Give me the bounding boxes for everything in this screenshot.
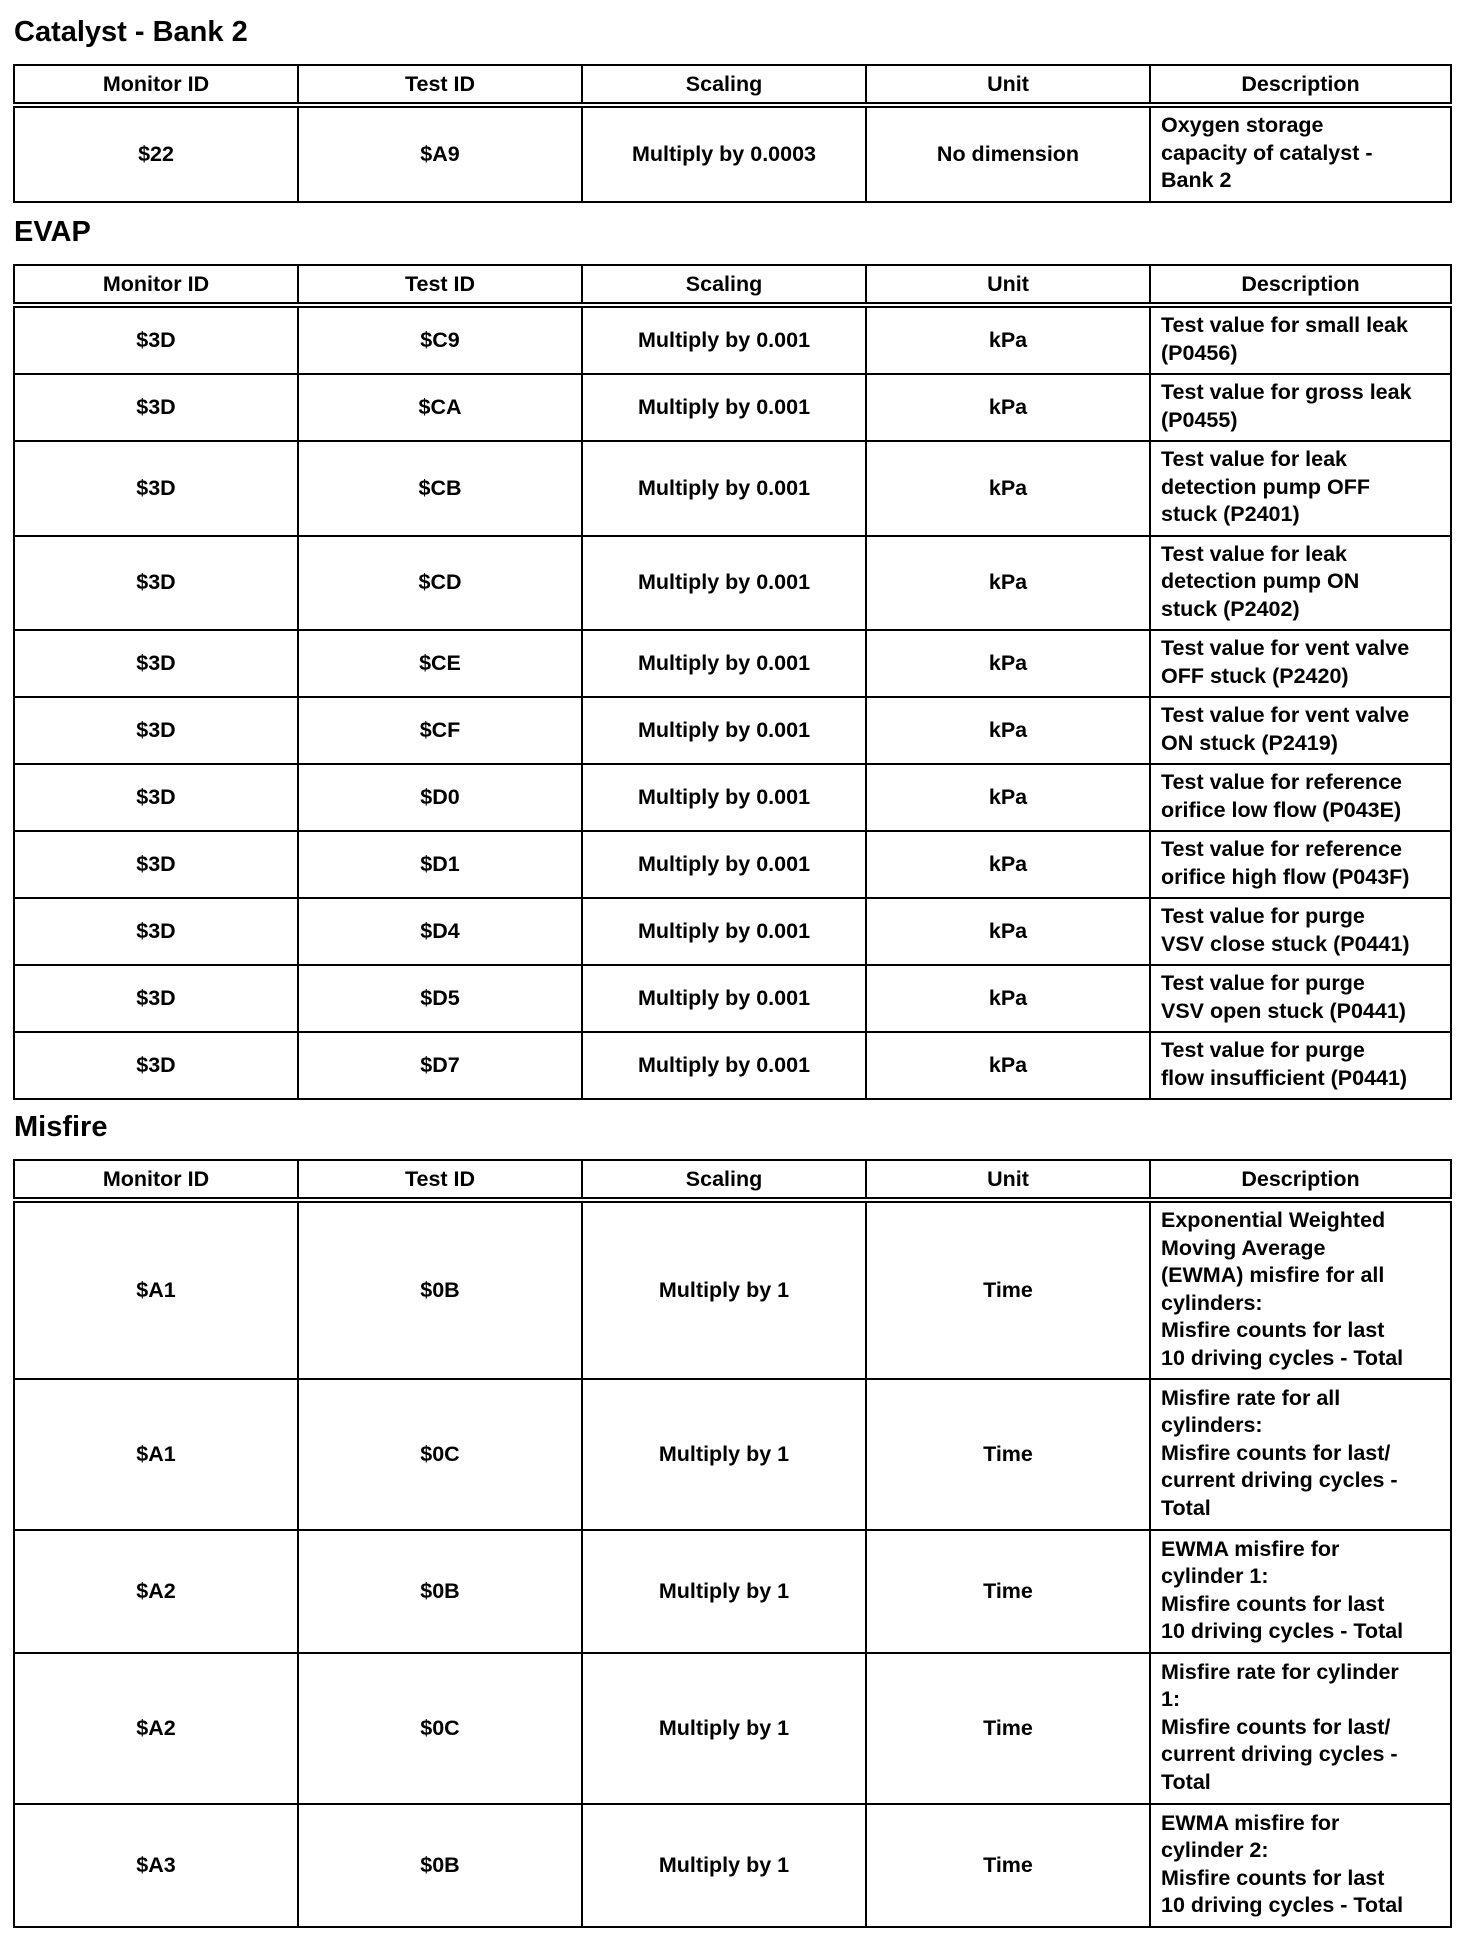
- cell-unit: kPa: [866, 1032, 1150, 1099]
- cell-scaling: Multiply by 0.001: [582, 305, 866, 374]
- table-row: [14, 305, 1451, 374]
- table-row: [14, 374, 1451, 441]
- cell-monitor-id: $3D: [14, 305, 298, 374]
- cell-monitor-id: $22: [14, 105, 298, 202]
- cell-monitor-id: $3D: [14, 764, 298, 831]
- cell-scaling: Multiply by 0.001: [582, 441, 866, 536]
- cell-test-id: $0B: [298, 1530, 582, 1653]
- table-row: [14, 697, 1451, 764]
- table-row: [14, 965, 1451, 1032]
- cell-unit: kPa: [866, 965, 1150, 1032]
- header-description: Description: [1150, 265, 1451, 305]
- cell-unit: Time: [866, 1804, 1150, 1927]
- cell-test-id: $0C: [298, 1653, 582, 1804]
- cell-test-id: $CA: [298, 374, 582, 441]
- cell-test-id: $D1: [298, 831, 582, 898]
- cell-scaling: Multiply by 0.001: [582, 764, 866, 831]
- catalyst-table: [13, 64, 1452, 203]
- cell-scaling: Multiply by 0.001: [582, 831, 866, 898]
- cell-test-id: $D5: [298, 965, 582, 1032]
- cell-unit: Time: [866, 1200, 1150, 1379]
- header-test-id: Test ID: [298, 65, 582, 105]
- cell-monitor-id: $3D: [14, 965, 298, 1032]
- section-title-evap: EVAP: [14, 216, 91, 248]
- cell-scaling: Multiply by 1: [582, 1804, 866, 1927]
- cell-scaling: Multiply by 0.001: [582, 697, 866, 764]
- cell-unit: kPa: [866, 831, 1150, 898]
- cell-description: EWMA misfire for cylinder 1: Misfire counts for last 10 driving cycles - Total: [1150, 1530, 1451, 1653]
- header-test-id: Test ID: [298, 265, 582, 305]
- cell-monitor-id: $A2: [14, 1653, 298, 1804]
- header-scaling: Scaling: [582, 265, 866, 305]
- cell-scaling: Multiply by 0.0003: [582, 105, 866, 202]
- cell-unit: Time: [866, 1653, 1150, 1804]
- cell-monitor-id: $3D: [14, 441, 298, 536]
- cell-unit: Time: [866, 1530, 1150, 1653]
- table-row: [14, 764, 1451, 831]
- cell-unit: kPa: [866, 374, 1150, 441]
- table-row: [14, 898, 1451, 965]
- cell-test-id: $CB: [298, 441, 582, 536]
- evap-table: [13, 264, 1452, 1100]
- table-row: [14, 1653, 1451, 1804]
- cell-description: Test value for vent valve OFF stuck (P2420): [1150, 630, 1451, 697]
- cell-test-id: $D7: [298, 1032, 582, 1099]
- table-row: [14, 630, 1451, 697]
- cell-description: Test value for reference orifice low flow (P043E): [1150, 764, 1451, 831]
- cell-description: Exponential Weighted Moving Average (EWMA) misfire for all cylinders: Misfire counts for last 10 driving cycles - Total: [1150, 1200, 1451, 1379]
- cell-scaling: Multiply by 1: [582, 1653, 866, 1804]
- cell-description: Test value for purge flow insufficient (P0441): [1150, 1032, 1451, 1099]
- cell-unit: kPa: [866, 441, 1150, 536]
- cell-description: Test value for gross leak (P0455): [1150, 374, 1451, 441]
- table-row: [14, 1200, 1451, 1379]
- cell-test-id: $D4: [298, 898, 582, 965]
- header-description: Description: [1150, 1160, 1451, 1200]
- cell-monitor-id: $A2: [14, 1530, 298, 1653]
- cell-test-id: $0B: [298, 1804, 582, 1927]
- cell-monitor-id: $3D: [14, 697, 298, 764]
- cell-test-id: $CE: [298, 630, 582, 697]
- header-scaling: Scaling: [582, 1160, 866, 1200]
- header-test-id: Test ID: [298, 1160, 582, 1200]
- table-row: [14, 441, 1451, 536]
- cell-monitor-id: $A1: [14, 1200, 298, 1379]
- header-unit: Unit: [866, 65, 1150, 105]
- cell-monitor-id: $3D: [14, 898, 298, 965]
- section-title-misfire: Misfire: [14, 1111, 108, 1143]
- cell-description: Misfire rate for cylinder 1: Misfire counts for last/ current driving cycles - Total: [1150, 1653, 1451, 1804]
- cell-test-id: $A9: [298, 105, 582, 202]
- cell-description: Test value for leak detection pump OFF stuck (P2401): [1150, 441, 1451, 536]
- table-row: [14, 105, 1451, 202]
- table-row: [14, 1804, 1451, 1927]
- table-row: [14, 1032, 1451, 1099]
- cell-unit: kPa: [866, 764, 1150, 831]
- cell-monitor-id: $3D: [14, 630, 298, 697]
- cell-description: Test value for small leak (P0456): [1150, 305, 1451, 374]
- table-header-row: [14, 1160, 1451, 1200]
- header-monitor-id: Monitor ID: [14, 65, 298, 105]
- cell-unit: kPa: [866, 630, 1150, 697]
- cell-monitor-id: $A3: [14, 1804, 298, 1927]
- header-monitor-id: Monitor ID: [14, 1160, 298, 1200]
- cell-monitor-id: $3D: [14, 831, 298, 898]
- header-unit: Unit: [866, 265, 1150, 305]
- cell-unit: kPa: [866, 305, 1150, 374]
- cell-monitor-id: $3D: [14, 536, 298, 631]
- table-row: [14, 831, 1451, 898]
- table-row: [14, 1379, 1451, 1530]
- cell-monitor-id: $A1: [14, 1379, 298, 1530]
- cell-test-id: $CD: [298, 536, 582, 631]
- cell-test-id: $0C: [298, 1379, 582, 1530]
- header-description: Description: [1150, 65, 1451, 105]
- table-header-row: [14, 265, 1451, 305]
- cell-scaling: Multiply by 0.001: [582, 965, 866, 1032]
- cell-test-id: $D0: [298, 764, 582, 831]
- cell-test-id: $CF: [298, 697, 582, 764]
- header-monitor-id: Monitor ID: [14, 265, 298, 305]
- header-scaling: Scaling: [582, 65, 866, 105]
- cell-scaling: Multiply by 1: [582, 1379, 866, 1530]
- cell-description: Test value for leak detection pump ON stuck (P2402): [1150, 536, 1451, 631]
- table-row: [14, 536, 1451, 631]
- cell-monitor-id: $3D: [14, 1032, 298, 1099]
- cell-unit: Time: [866, 1379, 1150, 1530]
- cell-unit: kPa: [866, 697, 1150, 764]
- section-title-catalyst: Catalyst - Bank 2: [14, 16, 248, 48]
- cell-scaling: Multiply by 0.001: [582, 898, 866, 965]
- cell-description: Test value for purge VSV open stuck (P0441): [1150, 965, 1451, 1032]
- cell-description: EWMA misfire for cylinder 2: Misfire counts for last 10 driving cycles - Total: [1150, 1804, 1451, 1927]
- cell-test-id: $C9: [298, 305, 582, 374]
- misfire-table: [13, 1159, 1452, 1928]
- cell-scaling: Multiply by 0.001: [582, 1032, 866, 1099]
- header-unit: Unit: [866, 1160, 1150, 1200]
- cell-description: Oxygen storage capacity of catalyst - Bank 2: [1150, 105, 1451, 202]
- cell-scaling: Multiply by 0.001: [582, 536, 866, 631]
- table-row: [14, 1530, 1451, 1653]
- cell-scaling: Multiply by 0.001: [582, 630, 866, 697]
- cell-description: Test value for vent valve ON stuck (P2419): [1150, 697, 1451, 764]
- cell-scaling: Multiply by 0.001: [582, 374, 866, 441]
- cell-description: Test value for purge VSV close stuck (P0441): [1150, 898, 1451, 965]
- table-header-row: [14, 65, 1451, 105]
- cell-description: Test value for reference orifice high flow (P043F): [1150, 831, 1451, 898]
- cell-scaling: Multiply by 1: [582, 1200, 866, 1379]
- cell-unit: No dimension: [866, 105, 1150, 202]
- cell-test-id: $0B: [298, 1200, 582, 1379]
- cell-monitor-id: $3D: [14, 374, 298, 441]
- cell-unit: kPa: [866, 536, 1150, 631]
- cell-description: Misfire rate for all cylinders: Misfire counts for last/ current driving cycles - Total: [1150, 1379, 1451, 1530]
- cell-scaling: Multiply by 1: [582, 1530, 866, 1653]
- cell-unit: kPa: [866, 898, 1150, 965]
